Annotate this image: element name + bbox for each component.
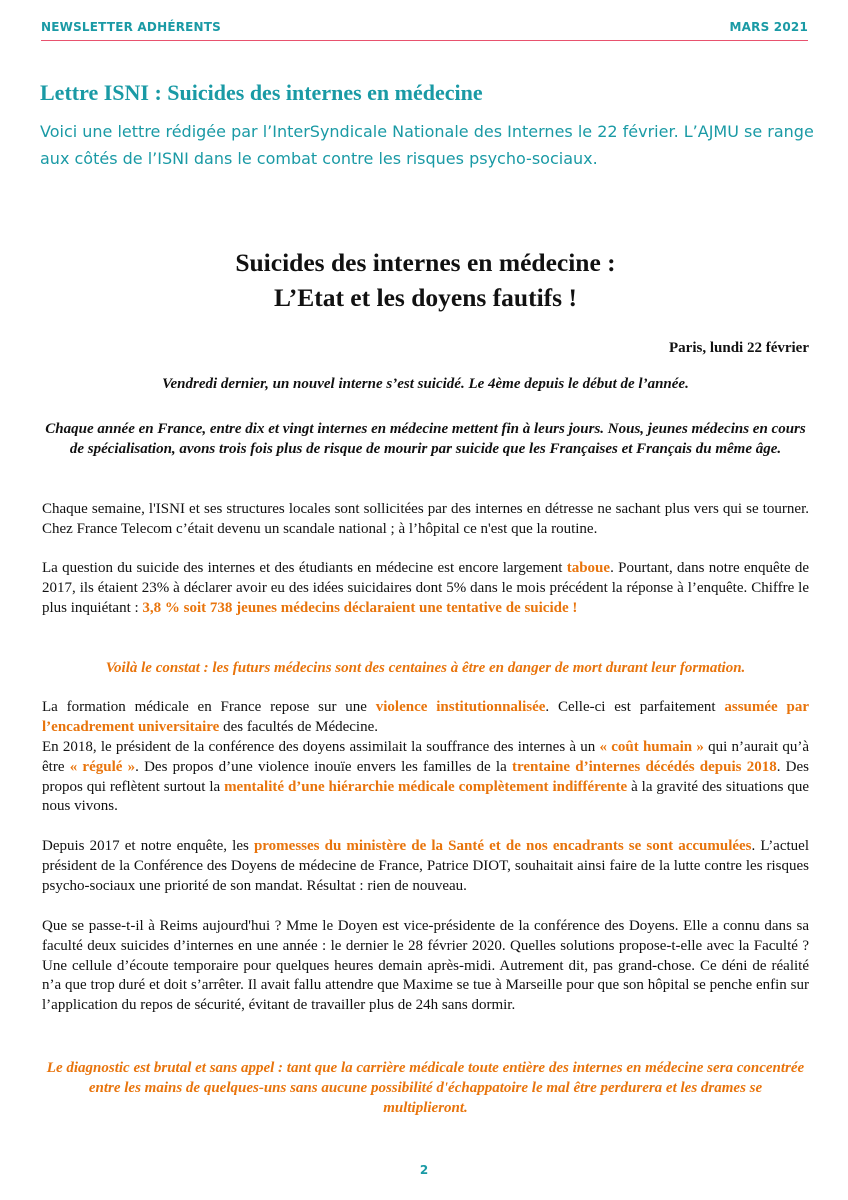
p5-highlight-promesses: promesses du ministère de la Santé et de nos encadrants se sont accumulées [253, 838, 752, 854]
p2-text-a: La question du suicide des internes et des étudiants en médecine est encore largement [42, 560, 567, 576]
p4-highlight-mentalite: mentalité d’une hiérarchie médicale complètement indifférente [224, 778, 628, 795]
conclusion-statement: Le diagnostic est brutal et sans appel : tant que la carrière médicale toute entière des internes en médecine sera concentrée entre les mains de quelques-uns sans aucune possibilité d'échappatoire le mal être perdurera et les drames se multiplieront. [46, 1060, 805, 1116]
article-intro: Voici une lettre rédigée par l’InterSyndicale Nationale des Internes le 22 février. L’AJMU se range aux côtés de l’ISNI dans le combat contre les risques psycho-sociaux. [40, 122, 814, 168]
article-title: Lettre ISNI : Suicides des internes en médecine [40, 80, 483, 105]
p3-text-a: La formation médicale en France repose sur une [42, 699, 376, 715]
p5-text-c: . L’actuel président de la Conférence des Doyens de médecine de France, Patrice DIOT, souhaitait ainsi faire de la lutte contre les risques psycho-sociaux une priorité de son mandat. Résultat : rien de nouveau. [42, 838, 809, 894]
lead-paragraph-2: Chaque année en France, entre dix et vingt internes en médecine mettent fin à leurs jours. Nous, jeunes médecins en cours de spécialisation, avons trois fois plus de risque de mourir par suicide que les Françaises et Français du même âge. [45, 421, 806, 457]
letter-heading [42, 245, 809, 315]
newsletter-label: NEWSLETTER ADHÉRENTS [41, 20, 222, 34]
p4-highlight-trentaine: trentaine d’internes décédés depuis 2018 [511, 758, 777, 775]
paragraph-2 [42, 559, 809, 618]
p3-highlight-violence: violence institutionnalisée [375, 699, 546, 715]
p2-highlight-statistic: 3,8 % soit 738 jeunes médecins déclaraient une tentative de suicide ! [142, 599, 578, 616]
p4-text-i: à la gravité des situations que nous vivons. [42, 778, 809, 815]
letter-heading-line2: L’Etat et les doyens fautifs ! [274, 283, 577, 312]
p4-text-a: En 2018, le président de la conférence des doyens assimilait la souffrance des internes à un [42, 739, 600, 755]
p3-text-e: des facultés de Médecine. [219, 718, 379, 735]
paragraph-3 [42, 698, 809, 738]
paragraph-1: Chaque semaine, l'ISNI et ses structures locales sont sollicitées par des internes en détresse ne sachant plus vers qui se tourner. Chez France Telecom c’était devenu un scandale national ; à l’hôpital ce n'est que la routine. [42, 501, 809, 537]
letter-body [42, 245, 810, 1116]
p4-text-e: . Des propos d’une violence inouïe envers les familles de la [135, 758, 512, 775]
p4-text-g: . Des propos qui reflètent surtout la [42, 758, 810, 795]
paragraph-5 [42, 837, 809, 896]
p5-text-a: Depuis 2017 et notre enquête, les [42, 838, 254, 854]
page-number: 2 [419, 1163, 429, 1177]
p4-highlight-regule: « régulé » [69, 758, 136, 775]
page-header [41, 18, 808, 41]
p2-text-c: . Pourtant, dans notre enquête de 2017, ils étaient 23% à déclarer avoir eu des idées suicidaires dont 5% dans le mois précédent la réponse à l’enquête. Chiffre le plus inquiétant : [42, 560, 809, 616]
p3-highlight-encadrement: assumée par l’encadrement universitaire [42, 699, 810, 735]
paragraph-4 [42, 738, 809, 817]
issue-date: MARS 2021 [729, 20, 808, 34]
letter-heading-line1: Suicides des internes en médecine : [235, 248, 616, 277]
p4-text-c: qui n’aurait qu’à être [42, 739, 809, 775]
lead-paragraph-1: Vendredi dernier, un nouvel interne s’est suicidé. Le 4ème depuis le début de l’année. [162, 376, 689, 392]
constat-statement: Voilà le constat : les futurs médecins sont des centaines à être en danger de mort durant leur formation. [105, 660, 746, 676]
p2-highlight-taboue: taboue [566, 560, 611, 576]
p3-text-c: . Celle-ci est parfaitement [545, 699, 725, 715]
paragraph-6: Que se passe-t-il à Reims aujourd'hui ? Mme le Doyen est vice-présidente de la conférence des Doyens. Elle a connu dans sa faculté deux suicides d’internes en une année : le dernier le 28 février 2020. Quelles solutions propose-t-elle avec la Faculté ? Une cellule d’écoute temporaire pour quelques heures demain après-midi. Autrement dit, pas grand-chose. Ce déni de réalité n’a que trop duré et doit s’arrêter. Il avait fallu attendre que Maxime se tue à Marseille pour que son hôpital se penche enfin sur l’application du repos de sécurité, évitant de travailler plus de 24h sans dormir. [42, 918, 809, 1014]
letter-date: Paris, lundi 22 février [669, 340, 809, 356]
p4-highlight-cout-humain: « coût humain » [599, 739, 704, 755]
